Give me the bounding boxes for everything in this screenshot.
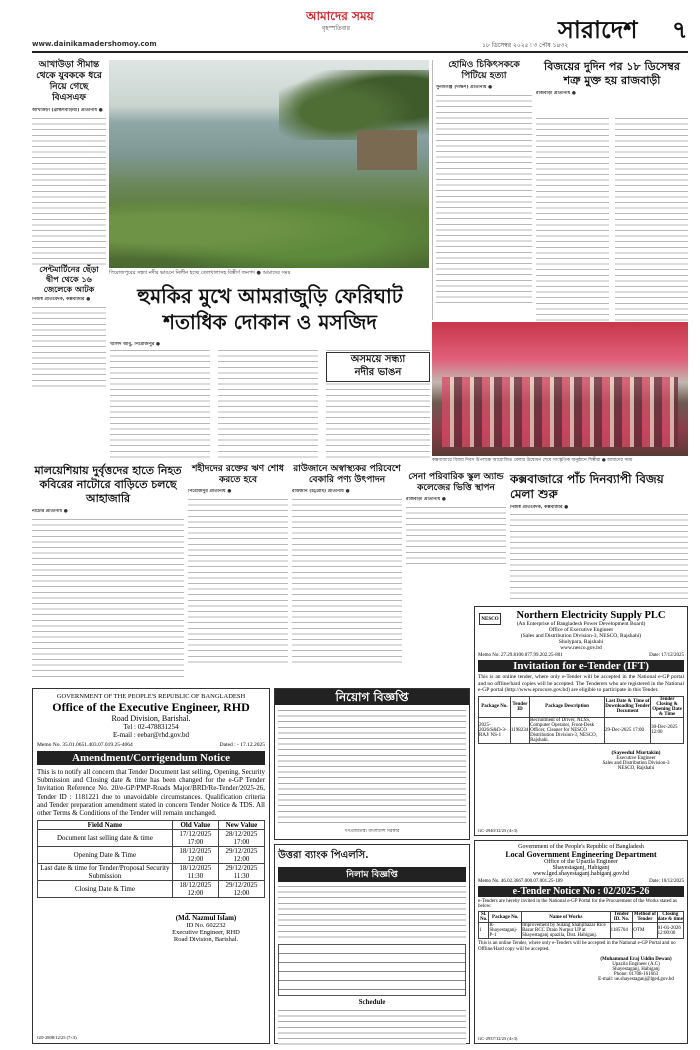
rhd-th-old: Old Value <box>172 821 218 830</box>
story-headline[interactable]: মালয়েশিয়ায় দুর্বৃত্তদের হাতে নিহত কবিরের নাটোরে বাড়িতে চলছে আহাজারি <box>34 464 182 505</box>
callout-line: নদীর ভাঙন <box>354 367 402 378</box>
lged-place: Shayestaganj, Habiganj <box>552 865 610 871</box>
notice-body-filler <box>278 884 466 942</box>
nesco-cell: 29-Dec-2025 17:00 <box>605 717 651 743</box>
lged-intro: e-Tenders are hereby invited in the National e-GP Portal for the Procurement of the Works stated as below: <box>478 899 677 909</box>
river-erosion-photo <box>109 60 429 268</box>
story-stmartin <box>32 264 106 419</box>
nesco-sign-title: Executive Engineer <box>616 755 656 761</box>
story-byline: নিজস্ব প্রতিবেদক, কক্সবাজার ● <box>510 505 569 510</box>
section-title: সারাদেশ <box>558 15 638 44</box>
notice-rhd <box>32 688 270 1044</box>
auction-schedule-label: Schedule <box>358 998 386 1006</box>
story-martyr <box>188 464 288 682</box>
callout-box <box>326 352 430 382</box>
rhd-cell-old: 18/12/2025 12:00 <box>172 847 218 864</box>
notice-lged <box>474 840 688 1044</box>
cultural-show-photo <box>432 322 688 456</box>
nesco-sign-office: NESCO, Rajshahi <box>617 765 655 771</box>
nesco-sub: Office of Executive Engineer <box>548 627 614 633</box>
story-byline: খালিদ আবু, পিরোজপুর ● <box>110 342 160 347</box>
photo-caption: পিরোজপুরের সন্ধ্যা নদীর ভাঙনে নিলীন হচ্ছে তেলখালাসহ বিস্তীর্ণ জনপদ ● আমাদের সময় <box>109 270 291 276</box>
nesco-title: Invitation for e-Tender (IFT) <box>478 660 684 672</box>
story-malaysia <box>32 464 184 682</box>
lged-dept: Local Government Engineering Department <box>505 850 657 859</box>
story-byline: রাজবাড়ী প্রতিনিধি ● <box>536 91 576 96</box>
nesco-sub: (An Enterprise of Bangladesh Power Development Board) <box>516 621 646 627</box>
rhd-title: Amendment/Corrigendum Notice <box>37 751 265 765</box>
rhd-sign-id: ID No. 602232 <box>186 922 226 930</box>
rhd-cell-new: 29/12/2025 12:00 <box>218 881 264 898</box>
nesco-website[interactable]: www.nesco.gov.bd <box>560 645 602 651</box>
page-number: ৭ <box>672 15 688 44</box>
rhd-th-field: Field Name <box>38 821 173 830</box>
lged-th: Tender ID. No. <box>610 912 633 923</box>
rhd-sign-name: (Md. Nazmul Islam) <box>175 914 237 923</box>
main-headline[interactable]: হুমকির মুখে আমরাজুড়ি ফেরিঘাট শতাধিক দোকান ও মসজিদ <box>137 284 403 334</box>
nesco-sign-name: (Sayeedul Murtakin) <box>611 749 661 756</box>
story-body-filler <box>32 305 106 390</box>
story-byline: নিজস্ব প্রতিবেদক, কক্সবাজার ● <box>32 297 91 302</box>
rhd-office: Office of the Executive Engineer, RHD <box>52 700 250 714</box>
rhd-cell-field: Closing Date & Time <box>38 881 173 898</box>
signature-scribble <box>185 902 228 914</box>
rhd-cell-field: Document last selling date & time <box>38 830 173 847</box>
lged-th: Sl. No. <box>480 912 488 922</box>
lged-cell: 01-01-2026 12:00:00 <box>657 923 683 939</box>
lged-th: Package No. <box>489 912 522 923</box>
story-body-filler <box>32 116 106 266</box>
rhd-th-new: New Value <box>218 821 264 830</box>
rhd-dated: Dated : - 17.12.2025 <box>219 742 265 748</box>
story-headline[interactable]: কক্সবাজারে পাঁচ দিনব্যাপী বিজয় মেলা শুরু <box>510 472 664 501</box>
story-body-filler <box>218 348 318 460</box>
main-story-body <box>110 342 430 462</box>
nesco-gd: GC-2940/12/25 (4×3) <box>478 828 518 833</box>
nesco-company: Northern Electricity Supply PLC <box>516 610 666 621</box>
story-body-filler <box>110 348 210 460</box>
lged-title: e-Tender Notice No : 02/2025-26 <box>478 886 684 897</box>
lged-cell: R-Shayestaganj-P-1 <box>489 923 522 939</box>
nesco-th: Tender ID <box>510 696 529 717</box>
nesco-table <box>478 696 684 744</box>
notice-bank-auction <box>274 844 470 1044</box>
story-body-filler <box>188 497 288 667</box>
nesco-logo: NESCO <box>479 613 501 625</box>
paper-logo: আমাদের সময় <box>306 9 374 23</box>
photo-caption: কক্সবাজারে বিজয় দিবস উপলক্ষে আয়োজিত মেলার উদ্বোধন শেষে সাংস্কৃতিক অনুষ্ঠানে শিল্পীরা ● আমাদের সময় <box>432 458 633 463</box>
rhd-cell-old: 17/12/2025 17:00 <box>172 830 218 847</box>
callout-line: অসময়ে সন্ধ্যা <box>350 354 406 365</box>
table-row <box>38 830 265 847</box>
lged-th: Name of Works <box>522 912 610 923</box>
rhd-cell-field: Opening Date & Time <box>38 847 173 864</box>
rhd-gd: GD-2808/12/25 (7×3) <box>37 1035 77 1040</box>
nesco-cell: Recruitment of Driver, NLSS, Computer Operator, Front-Desk Officer, Cleaner for NESCO Distribution Division-3, NESCO, Rajshahi. <box>530 717 605 743</box>
rhd-cell-old: 18/12/2025 12:00 <box>172 881 218 898</box>
rhd-tel: Tel : 02-478831254 <box>123 723 179 731</box>
table-row <box>38 847 265 864</box>
story-cox-fair <box>510 472 688 602</box>
story-rajbari <box>536 60 688 322</box>
nesco-date: Date: 17/12/2025 <box>649 653 684 658</box>
rhd-cell-new: 29/12/2025 12:00 <box>218 847 264 864</box>
nesco-sub: Sholypara, Rajshahi <box>558 639 604 645</box>
notice-body-filler <box>278 708 466 826</box>
story-body-filler <box>32 517 184 677</box>
lged-th: Closing date & time <box>657 912 683 922</box>
lged-th: Method of Tender <box>633 912 656 922</box>
lged-sign-email[interactable]: E-mail: ue.shayestaganj@lged.gov.bd <box>598 977 674 982</box>
lged-sign-office: Shayestaganj, Habiganj <box>612 967 660 972</box>
story-byline: রাজবাড়ী প্রতিনিধি ● <box>406 497 446 502</box>
lged-sign-phone: Phone: 01708-161663 <box>613 972 659 977</box>
lged-sign-name: (Muhammad Eraj Uddin Dewan) <box>600 957 672 962</box>
story-byline: সুনামগঞ্জ (দক্ষিণ) প্রতিনিধি ● <box>436 85 492 90</box>
story-akhaura <box>32 60 106 265</box>
masthead <box>0 0 700 60</box>
rhd-division: Road Division, Barishal. <box>111 714 191 723</box>
table-row <box>38 864 265 881</box>
story-body-filler <box>292 497 402 667</box>
lged-body: This is an online Tender, where only e-Tenders will be accepted in the National e-GP Portal and no Offline/Hard copy will be accepted. <box>478 941 676 952</box>
lged-date: Date: 10/12/2025 <box>649 879 684 884</box>
nesco-sub: (Sales and Distribution Division-3, NESCO, Rajshahi) <box>520 633 642 639</box>
notice-nesco <box>474 606 688 836</box>
story-headline[interactable]: সেন্টমার্টিনের ছেঁড়া দ্বীপ থেকে ১৬ জেলেকে আটক <box>39 264 99 294</box>
story-headline[interactable]: আখাউড়া সীমান্ত থেকে যুবককে ধরে নিয়ে গেছে বিএসএফ <box>36 60 102 103</box>
story-byline: আখাউড়া (ব্রাহ্মণবাড়িয়া) প্রতিনিধি ● <box>32 108 103 113</box>
lged-cell: Improvement by Sutang Shahjibazar Rice Bazar RCC Drain Nurpur UP at Shayestaganj upazila, Dist. Habiganj. <box>522 923 610 939</box>
notice-recruitment <box>274 688 470 840</box>
rhd-table <box>37 820 265 898</box>
rhd-cell-old: 18/12/2025 11:30 <box>172 864 218 881</box>
story-bakery <box>292 464 402 682</box>
story-headline[interactable]: বিজয়ের দুদিন পর ১৮ ডিসেম্বর শত্রু মুক্ত হয় রাজবাড়ী <box>544 60 680 87</box>
photo-house <box>357 130 417 170</box>
rhd-cell-new: 28/12/2025 17:00 <box>218 830 264 847</box>
rhd-memo: Memo No. 35.01.0651.403.07.019.25-4064 <box>37 742 133 748</box>
rhd-sign-office: Road Division, Barishal. <box>173 936 239 944</box>
story-body-filler <box>510 512 688 600</box>
story-byline: রাউজান (চট্টগ্রাম) প্রতিনিধি ● <box>292 489 350 494</box>
lged-cell: 1185704 <box>610 923 633 939</box>
rhd-cell-new: 29/12/2025 11:30 <box>218 864 264 881</box>
masthead-rule <box>32 51 688 53</box>
nesco-sign-office: Sales and Distribution Division-3 <box>602 760 670 766</box>
story-army-school <box>406 472 506 602</box>
lged-memo: Memo No. 46.02.3667.000.07.001.25-189 <box>478 879 563 884</box>
lged-cell: 1 <box>479 923 489 939</box>
story-byline: নাটোর প্রতিনিধি ● <box>32 509 68 514</box>
nesco-cell: 2025-2026/S&D-3-RAJ/ NS-1 <box>479 717 511 743</box>
story-body-filler <box>536 116 609 322</box>
story-body-filler <box>436 93 532 303</box>
auction-table <box>278 944 466 996</box>
rhd-gov-line: GOVERNMENT OF THE PEOPLE'S REPUBLIC OF BANGLADESH <box>56 693 246 700</box>
table-row <box>479 923 684 939</box>
lged-table <box>478 911 684 939</box>
story-homeo <box>432 60 532 320</box>
nesco-th: Last Date & Time of Downloading Tender Document <box>605 696 651 717</box>
table-row <box>38 881 265 898</box>
lged-gov: Government of the People's Republic of Bangladesh <box>518 844 644 850</box>
story-body-filler <box>615 116 688 322</box>
rhd-body: This is to notify all concern that Tender Document last selling, Opening, Security Submission and Closing date & time has been changed for the e-GP Tender Invitation Reference No. 20/e-GP/PMP-Roads Major/BRD/Re-Tender/2025-26, Tender ID : 1181221 due to unavoidable circumstances. Qualification criteria and Tender preparation amendment stated in concern Tender Notice & TDS. All other Terms & Conditions of the Tender will remain unchanged. <box>37 768 265 818</box>
auction-title: নিলাম বিজ্ঞপ্তি <box>278 867 466 882</box>
masthead-day: বৃহস্পতিবার <box>322 25 350 32</box>
nesco-th: Package No. <box>479 696 511 717</box>
photo-foreground-plants <box>109 190 429 268</box>
bank-name: উত্তরা ব্যাংক পিএলসি. <box>278 850 369 861</box>
nesco-th: Package Description <box>530 696 605 717</box>
nesco-th: Tender Closing & Opening Date & Time <box>652 696 682 717</box>
recruitment-footer: গণপ্রজাতন্ত্রী বাংলাদেশ সরকার <box>344 829 400 834</box>
story-byline: পিরোজপুর প্রতিনিধি ● <box>188 489 232 494</box>
rhd-cell-field: Last date & time for Tender/Proposal Security Submission <box>38 864 173 881</box>
issue-date: ১৮ ডিসেম্বর ২০২৫ ৷ ৩ পৌষ ১৪৩২ <box>482 42 569 49</box>
lged-website[interactable]: www.lged.shayestaganj.habiganj.gov.bd <box>532 871 630 877</box>
nesco-cell: 30-Dec-2025 12:00 <box>651 717 684 743</box>
story-headline[interactable]: হোমিও চিকিৎসককে পিটিয়ে হত্যা <box>448 60 520 81</box>
photo-dancers <box>442 377 678 447</box>
story-headline[interactable]: শহীদদের রক্তের ঋণ শোধ করতে হবে <box>192 464 284 485</box>
nesco-body: This is an online tender, where only e-Tender will be accepted in the National e-GP portal and no offline/hard copies will be accepted. The Tenderers who are registered in the National e-GP portal (http://www.eprocure.gov.bd) are eligible to participate in this Tender. <box>478 674 684 693</box>
lged-office: Office of the Upazila Engineer <box>544 859 618 865</box>
website-link[interactable]: www.dainikamadershomoy.com <box>32 40 157 48</box>
recruitment-title: নিয়োগ বিজ্ঞপ্তি <box>275 689 469 705</box>
rhd-sign-title: Executive Engineer, RHD <box>172 929 240 937</box>
nesco-memo: Memo No: 27.29.8100.077.99.202.25-801 <box>478 653 563 658</box>
table-row <box>479 717 684 743</box>
nesco-cell: 1198234 <box>510 717 529 743</box>
notice-body-filler <box>278 1008 466 1046</box>
story-headline[interactable]: সেনা পরিবারিক স্কুল অ্যান্ড কলেজের ভিত্তি স্থাপন <box>408 472 504 493</box>
story-body-filler <box>406 505 506 567</box>
lged-sign-title: Upazila Engineer (A.C) <box>612 962 660 967</box>
lged-gd: GC-2937/12/25 (4×3) <box>478 1036 518 1041</box>
story-headline[interactable]: রাউজানে অস্বাস্থ্যকর পরিবেশে বেকারি পণ্য উৎপাদন <box>293 464 401 485</box>
rhd-email[interactable]: E-mail : eebar@rhd.gov.bd <box>113 731 189 739</box>
lged-cell: OTM <box>633 923 657 939</box>
